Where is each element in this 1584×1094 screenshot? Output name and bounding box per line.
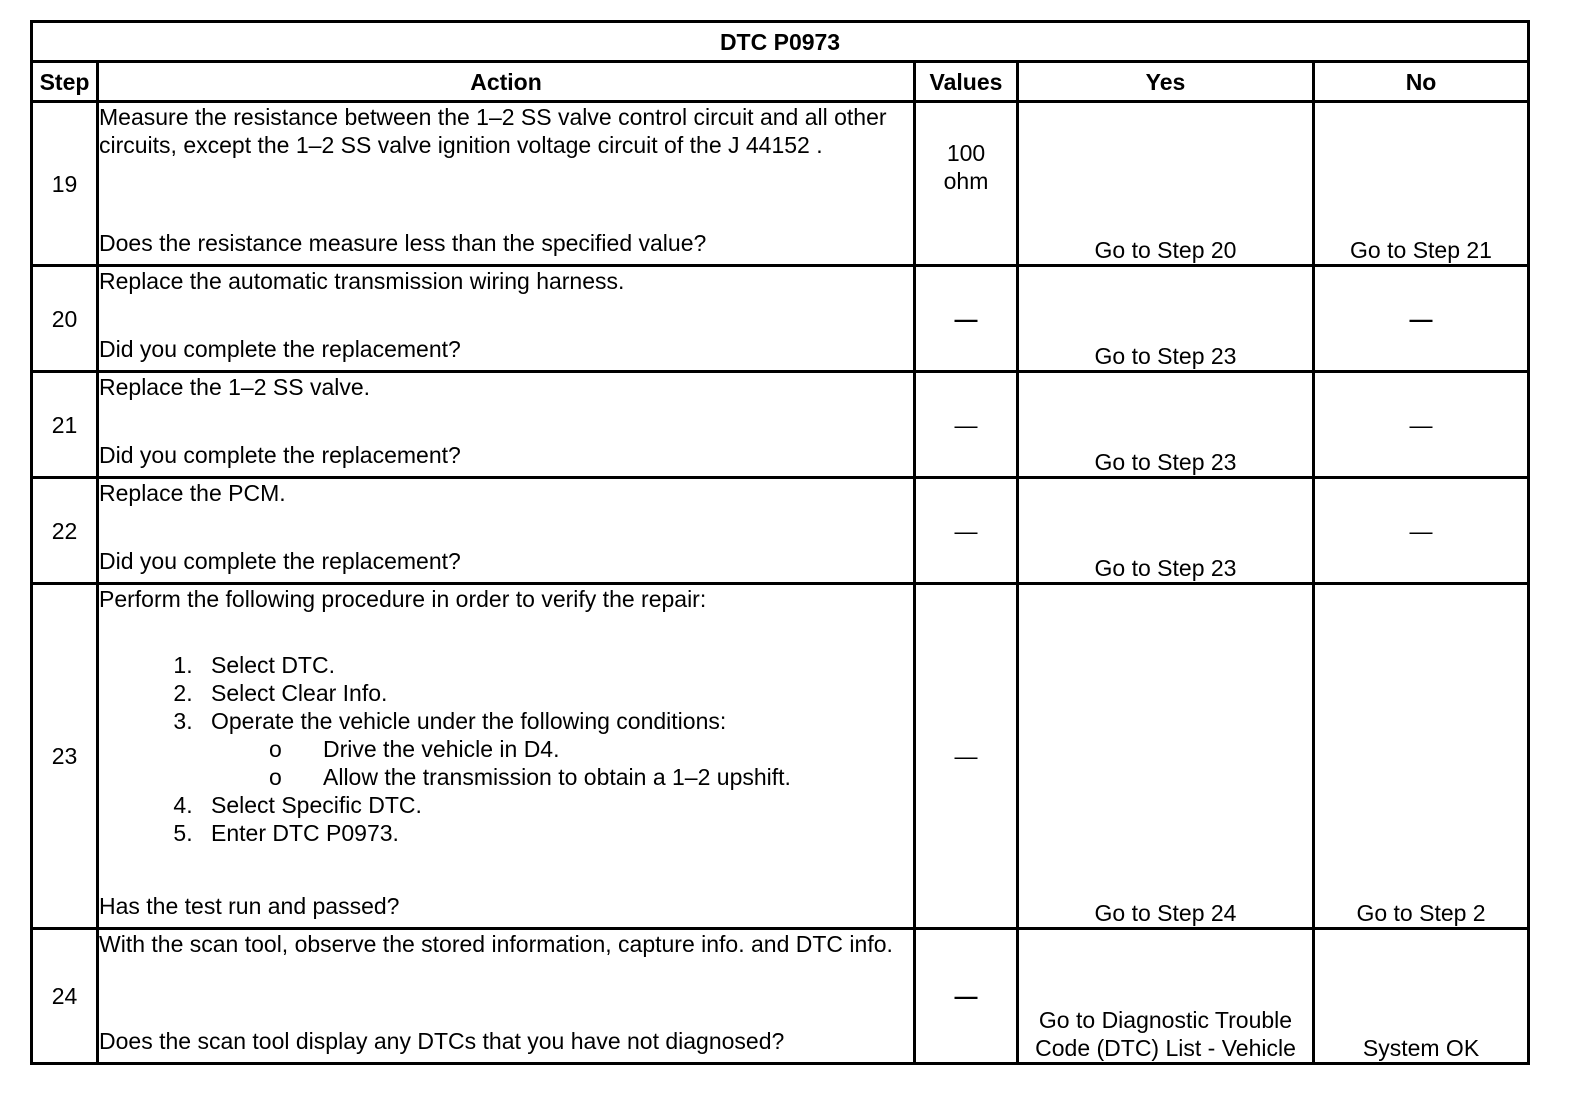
step-number: 23 xyxy=(32,584,98,929)
action-text: Replace the automatic transmission wiring harness. xyxy=(99,268,625,294)
action-text: With the scan tool, observe the stored information, capture info. and DTC info. xyxy=(99,931,893,957)
action-text: Replace the PCM. xyxy=(99,480,286,506)
title-row xyxy=(32,22,1529,62)
action-cell xyxy=(98,478,915,584)
header-yes: Yes xyxy=(1018,62,1314,102)
step-number: 22 xyxy=(32,478,98,584)
no-cell: Go to Step 2 xyxy=(1314,584,1529,929)
action-cell xyxy=(98,372,915,478)
table-row xyxy=(32,929,1529,1064)
values-cell: — xyxy=(915,929,1018,1064)
no-cell: — xyxy=(1314,478,1529,584)
dtc-table xyxy=(30,20,1530,1065)
values-cell xyxy=(915,102,1018,266)
table-row xyxy=(32,478,1529,584)
table-row xyxy=(32,266,1529,372)
header-values: Values xyxy=(915,62,1018,102)
values-cell: — xyxy=(915,584,1018,929)
bullet-icon: o xyxy=(269,764,282,790)
procedure-step-text: Operate the vehicle under the following conditions: xyxy=(211,708,727,734)
yes-cell: Go to Step 23 xyxy=(1018,372,1314,478)
table-title: DTC P0973 xyxy=(32,22,1529,62)
header-action: Action xyxy=(98,62,915,102)
procedure-step xyxy=(199,707,913,791)
action-cell xyxy=(98,929,915,1064)
values-cell: — xyxy=(915,372,1018,478)
procedure-list xyxy=(99,651,913,847)
table-row xyxy=(32,102,1529,266)
action-question: Does the scan tool display any DTCs that you have not diagnosed? xyxy=(99,1028,785,1054)
sub-item-text: Drive the vehicle in D4. xyxy=(323,736,560,762)
bullet-icon: o xyxy=(269,736,282,762)
step-number: 21 xyxy=(32,372,98,478)
action-question: Did you complete the replacement? xyxy=(99,336,461,362)
action-cell xyxy=(98,102,915,266)
action-question: Did you complete the replacement? xyxy=(99,548,461,574)
sub-item xyxy=(269,763,913,791)
values-cell: — xyxy=(915,478,1018,584)
action-question: Does the resistance measure less than the specified value? xyxy=(99,230,707,256)
yes-cell: Go to Step 24 xyxy=(1018,584,1314,929)
action-question: Did you complete the replacement? xyxy=(99,442,461,468)
action-text: Perform the following procedure in order to verify the repair: xyxy=(99,586,707,612)
no-cell: — xyxy=(1314,266,1529,372)
action-text: Measure the resistance between the 1–2 SS valve control circuit and all other circuits, except the 1–2 SS valve ignition voltage circuit of the J 44152 . xyxy=(99,104,887,158)
header-row xyxy=(32,62,1529,102)
header-no: No xyxy=(1314,62,1529,102)
action-question: Has the test run and passed? xyxy=(99,893,400,919)
value-text: 100 ohm xyxy=(943,139,989,194)
sub-list xyxy=(211,735,913,791)
header-step: Step xyxy=(32,62,98,102)
procedure-step: 2. Select Clear Info. xyxy=(199,679,913,707)
procedure-step: 4. Select Specific DTC. xyxy=(199,791,913,819)
values-cell: — xyxy=(915,266,1018,372)
table-row xyxy=(32,584,1529,929)
yes-cell: Go to Step 23 xyxy=(1018,478,1314,584)
sub-item-text: Allow the transmission to obtain a 1–2 upshift. xyxy=(323,764,791,790)
procedure-step: 1. Select DTC. xyxy=(199,651,913,679)
yes-cell: Go to Step 20 xyxy=(1018,102,1314,266)
step-number: 19 xyxy=(32,102,98,266)
no-cell: Go to Step 21 xyxy=(1314,102,1529,266)
yes-cell: Go to Step 23 xyxy=(1018,266,1314,372)
action-text: Replace the 1–2 SS valve. xyxy=(99,374,371,400)
no-cell: — xyxy=(1314,372,1529,478)
yes-cell: Go to Diagnostic Trouble Code (DTC) List - Vehicle xyxy=(1018,929,1314,1064)
procedure-step: 5. Enter DTC P0973. xyxy=(199,819,913,847)
action-cell xyxy=(98,584,915,929)
action-cell xyxy=(98,266,915,372)
no-cell: System OK xyxy=(1314,929,1529,1064)
step-number: 20 xyxy=(32,266,98,372)
step-number: 24 xyxy=(32,929,98,1064)
table-row xyxy=(32,372,1529,478)
sub-item xyxy=(269,735,913,763)
